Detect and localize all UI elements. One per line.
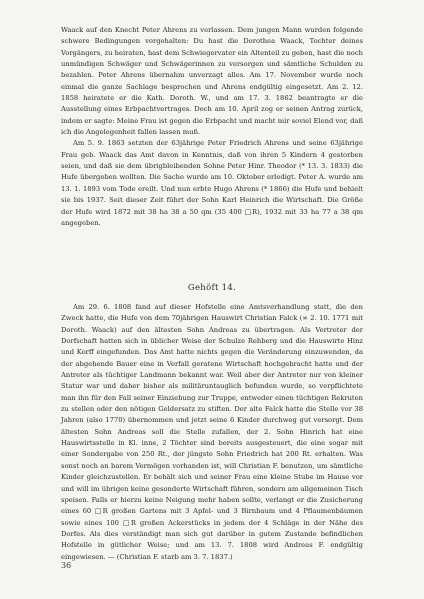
text-section-lower [61, 302, 363, 563]
paragraph: Am 5. 9. 1863 setzten der 63jährige Peter Friedrich Ahrens und seine 63jährige Frau geb. Waack das Amt davon in Kenntnis, daß von ihren 5 Kindern 4 gestorben seien, und daß sie dem übrigbleibenden Sohne Peter Hinr. Theodor (* 13. 3. 1833) die Hufe übergeben wollten. Die Sache wurde am 10. Oktober erledigt. Peter A. wurde am 13. 1. 1893 vom Tode ereilt. Und nun erbte Hugo Ahrens (* 1866) die Hufe und behielt sie bis 1937. Seit dieser Zeit führt der Sohn Karl Heinrich die Wirtschaft. Die Größe der Hufe wird 1872 mit 38 ha 38 a 50 qm (35 400 □R), 1932 mit 33 ha 77 a 38 qm angegeben. [61, 139, 363, 227]
paragraph: Am 29. 6. 1808 fand auf dieser Hofstelle eine Amtsverhandlung statt, die den Zweck hatte, die Hufe von dem 70jährigen Hauswirt Christian Falck (∞ 2. 10. 1771 mit Doroth. Waack) auf den ältesten Sohn Andreas zu übertragen. Als Vertreter der Dorfschaft hatten sich in üblicher Weise der Schulze Rehberg und die Hauswirte Hinz und Korff eingefunden. Das Amt hatte nichts gegen die Veränderung einzuwenden, da der abgehende Bauer eine in Verfall geratene Wirtschaft hochgebracht hatte und der Antreter als tüchtiger Landmann bekannt war. Weil aber der Antreter nur von kleiner Statur war und daher bisher als militäruntauglich befunden wurde, so verpflichtete man ihn für den Fall seiner Einziehung zur Truppe, entweder einen tüchtigen Rekruten zu stellen oder den nötigen Geldersatz zu stiften. Der alte Falck hatte die Stelle vor 38 Jahren (also 1770) übernommen und jetzt seine 6 Kinder durchweg gut versorgt. Dem ältesten Sohn Andreas soll die Stelle zufallen, der 2. Sohn Hinrich hat eine Hauswirtsstelle in Kl. inne, 2 Töchter sind bereits ausgesteuert, die eine sogar mit einer Sondergabe von 250 Rt., der jüngste Sohn Friedrich hat 200 Rt. erhalten. Was sonst noch an barem Vermögen vorhanden ist, will Christian F. benutzen, um sämtliche Kinder gleichzustellen. Er behält sich und seiner Frau eine kleine Stube im Hause vor und will im übrigen keine gesonderte Wirtschaft führen, sondern am allgemeinen Tisch speisen. Falls er hierzu keine Neigung mehr haben sollte, verlangt er die Zusicherung eines 60 □R großen Gartens mit 3 Apfel- und 3 Birnbaum und 4 Pflaumenbäumen sowie eines 100 □R großen Ackerstücks in jedem der 4 Schläge in der Nähe des Dorfes. Als dies verständigt man sich gut darüber in gutem Zustande befindlichen Hofstelle in gütlicher Weise; und am 13. 7. 1808 wird Andreas F. endgültig eingewiesen. — (Christian F. starb am 3. 7. 1837.) [61, 303, 363, 561]
paragraph: Waack auf den Knecht Peter Ahrens zu verlassen. Dem jungen Mann wurden folgende schwere Bedingungen vorgehalten: Du hast die Dorothea Waack, Tochter deines Vorgängers, zu heiraten, hast dem Schwiegervater ein Altenteil zu geben, hast die noch unmündigen Schwäger und Schwägerinnen zu versorgen und sämtliche Schulden zu bezahlen. Peter Ahrens übernahm unverzagt alles. Am 17. November wurde noch einmal die ganze Sachlage besprochen und Ahrens endgültig eingesetzt. Am 2. 12. 1858 heiratete er die Kath. Doroth. W., und am 17. 3. 1862 beantragte er die Ausstellung eines Erbpachtvertrages. Doch am 10. April zog er seinen Antrag zurück, indem er sagte: Meine Frau ist gegen die Erbpacht und macht mir soviel Elend vor, daß ich die Angelegenheit fallen lassen muß. [61, 26, 363, 137]
page-number: 36 [61, 561, 72, 570]
text-section-upper [61, 25, 363, 229]
section-heading: Gehöft 14. [187, 283, 237, 293]
